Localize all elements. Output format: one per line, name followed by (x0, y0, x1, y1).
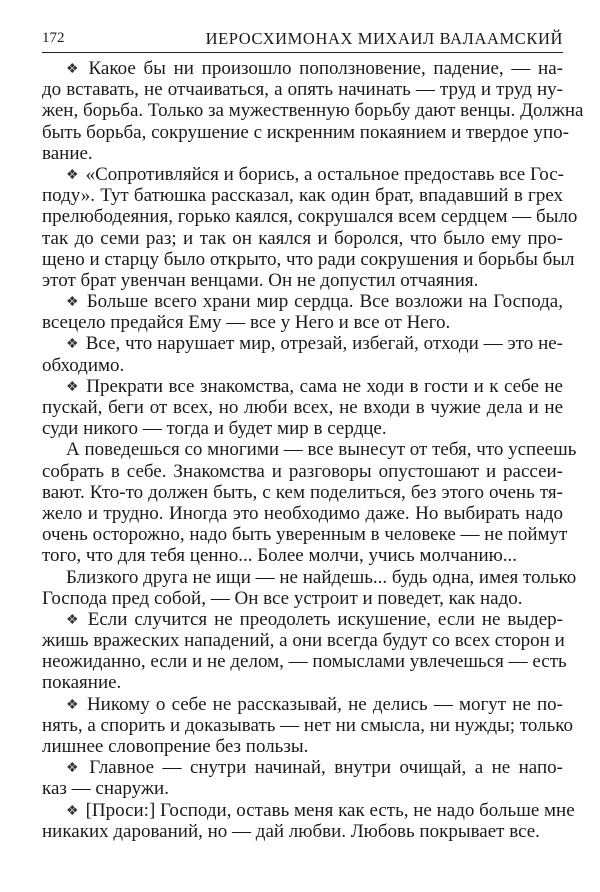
line-text: никаких дарований, но — дай любви. Любовь покрывает все. (42, 820, 540, 842)
bullet-ornament-icon: ❖ (66, 337, 79, 353)
text-line (42, 312, 563, 333)
line-text: Прекрати все знакомства, сама не ходи в гости и к себе не (86, 375, 563, 397)
line-text: этот брат увенчан венцами. Он не допустил отчаяния. (42, 269, 479, 291)
bullet-ornament-icon: ❖ (66, 379, 80, 395)
text-line (42, 778, 563, 799)
text-line (42, 736, 563, 757)
line-text: прелюбодеяния, горько каялся, сокрушался всем сердцем — было (42, 206, 578, 228)
line-text: поду». Тут батюшка рассказал, как один брат, впадавший в грех (42, 185, 563, 207)
text-line (42, 121, 569, 143)
text-line (42, 566, 577, 588)
bullet-ornament-icon: ❖ (66, 295, 80, 311)
bullet-ornament-icon: ❖ (66, 697, 80, 713)
paragraph (42, 799, 575, 842)
text-line (42, 355, 563, 376)
paragraph (42, 757, 563, 799)
text-line (42, 270, 563, 291)
text-line (42, 799, 575, 821)
line-text: быть борьба, сокрушение с искренним покаянием и твердое упо- (42, 121, 569, 143)
line-text: до вставать, не отчаиваться, а опять начинать — труд и труд ну- (42, 79, 563, 101)
line-text: Господа пред собой, — Он все устроит и поведет, как надо. (42, 587, 523, 609)
text-line (42, 821, 563, 842)
text-line (42, 588, 563, 609)
paragraph (42, 163, 578, 291)
line-text: жен, борьба. Только за мужественную борьбу дают венцы. Должна (42, 100, 584, 122)
line-text: жишь вражеских нападений, а они всегда будут со всех сторон и (42, 630, 565, 652)
line-text: собрать в себе. Знакомства и разговоры опустошают и рассеи- (42, 460, 563, 482)
line-text: покаяние. (42, 672, 122, 694)
page-body (42, 58, 584, 842)
line-text: «Сопротивляйся и борись, а остальное предоставь все Гос- (85, 163, 564, 185)
line-text: [Проси:] Господи, оставь меня как есть, не надо больше мне (85, 799, 575, 821)
line-text: жело и трудно. Иногда это необходимо даже. Но выбирать надо (42, 502, 563, 524)
paragraph (42, 608, 567, 694)
paragraph (42, 58, 584, 164)
text-line (42, 482, 563, 503)
text-line (42, 58, 563, 79)
paragraph (42, 376, 563, 440)
text-line (42, 333, 563, 354)
text-line (42, 545, 563, 566)
line-text: Никому о себе не рассказывай, не делись — могут не по- (86, 693, 563, 715)
line-text: нять, а спорить и доказывать — нет ни смысла, ни нужды; только (42, 714, 574, 736)
text-line (42, 228, 563, 249)
line-text: лишнее словопрение без пользы. (42, 736, 309, 757)
text-line (42, 651, 567, 673)
text-line (42, 291, 563, 312)
line-text: пускай, беги от всех, но люби всех, не входи в чужие дела и не (42, 397, 563, 418)
paragraph (42, 291, 563, 333)
line-text: Близкого друга не ищи — не найдешь... будь одна, имея только (66, 566, 577, 588)
text-line (42, 206, 578, 228)
running-title: ИЕРОСХИМОНАХ МИХАИЛ ВАЛААМСКИЙ (205, 29, 563, 48)
text-line (42, 503, 563, 524)
text-line (42, 248, 575, 270)
paragraph (42, 566, 577, 609)
text-line (42, 524, 568, 546)
text-line (42, 397, 563, 418)
line-text: вание. (42, 142, 93, 164)
line-text: Если случится не преодолеть искушение, если не выдер- (87, 608, 563, 630)
line-text: А поведешься со многими — все вынесут от тебя, что успеешь (66, 439, 577, 461)
text-line (42, 694, 563, 715)
text-line (42, 185, 563, 206)
text-line (42, 630, 563, 651)
line-text: суди никого — тогда и будет мир в сердце. (42, 418, 387, 440)
bullet-ornament-icon: ❖ (66, 612, 81, 628)
text-line (42, 672, 563, 693)
line-text: обходимо. (42, 354, 125, 376)
running-header (42, 28, 563, 53)
paragraph (42, 333, 563, 375)
paragraph (42, 693, 574, 758)
line-text: Какое бы ни произошло поползновение, падение, — на- (88, 58, 563, 79)
text-line (42, 143, 563, 164)
line-text: вают. Кто-то должен быть, с кем поделиться, без этого очень тя- (42, 481, 563, 503)
text-line (42, 439, 577, 461)
line-text: Больше всего храни мир сердца. Все возложи на Господа, (86, 291, 563, 313)
text-line (42, 418, 563, 439)
text-line (42, 461, 563, 482)
line-text: каз — снаружи. (42, 778, 169, 800)
text-line (42, 164, 563, 185)
text-line (42, 757, 563, 778)
text-line (42, 376, 563, 397)
line-text: так до семи раз; и так он каялся и боролся, что было ему про- (42, 227, 563, 249)
line-text: очень осторожно, надо быть уверенным в человеке — не поймут (42, 524, 568, 546)
text-line (42, 79, 563, 100)
line-text: Все, что нарушает мир, отрезай, избегай, отходи — это не- (85, 333, 563, 355)
bullet-ornament-icon: ❖ (66, 167, 79, 183)
bullet-ornament-icon: ❖ (66, 803, 79, 819)
bullet-ornament-icon: ❖ (66, 761, 83, 777)
paragraph (42, 439, 577, 567)
bullet-ornament-icon: ❖ (66, 62, 82, 77)
line-text: щено и старцу было открыто, что ради сокрушения и борьбы был (42, 248, 575, 270)
line-text: Главное — снутри начинай, внутри очищай, а не напо- (89, 757, 563, 779)
page-number: 172 (42, 30, 65, 46)
text-line (42, 714, 574, 736)
line-text: всецело предайся Ему — все у Него и все от Него. (42, 312, 451, 334)
text-line (42, 100, 584, 122)
line-text: неожиданно, если и не делом, — помыслами увлечешься — есть (42, 651, 567, 673)
text-line (42, 609, 563, 630)
line-text: того, что для тебя ценно... Более молчи, учись молчанию... (42, 545, 518, 567)
